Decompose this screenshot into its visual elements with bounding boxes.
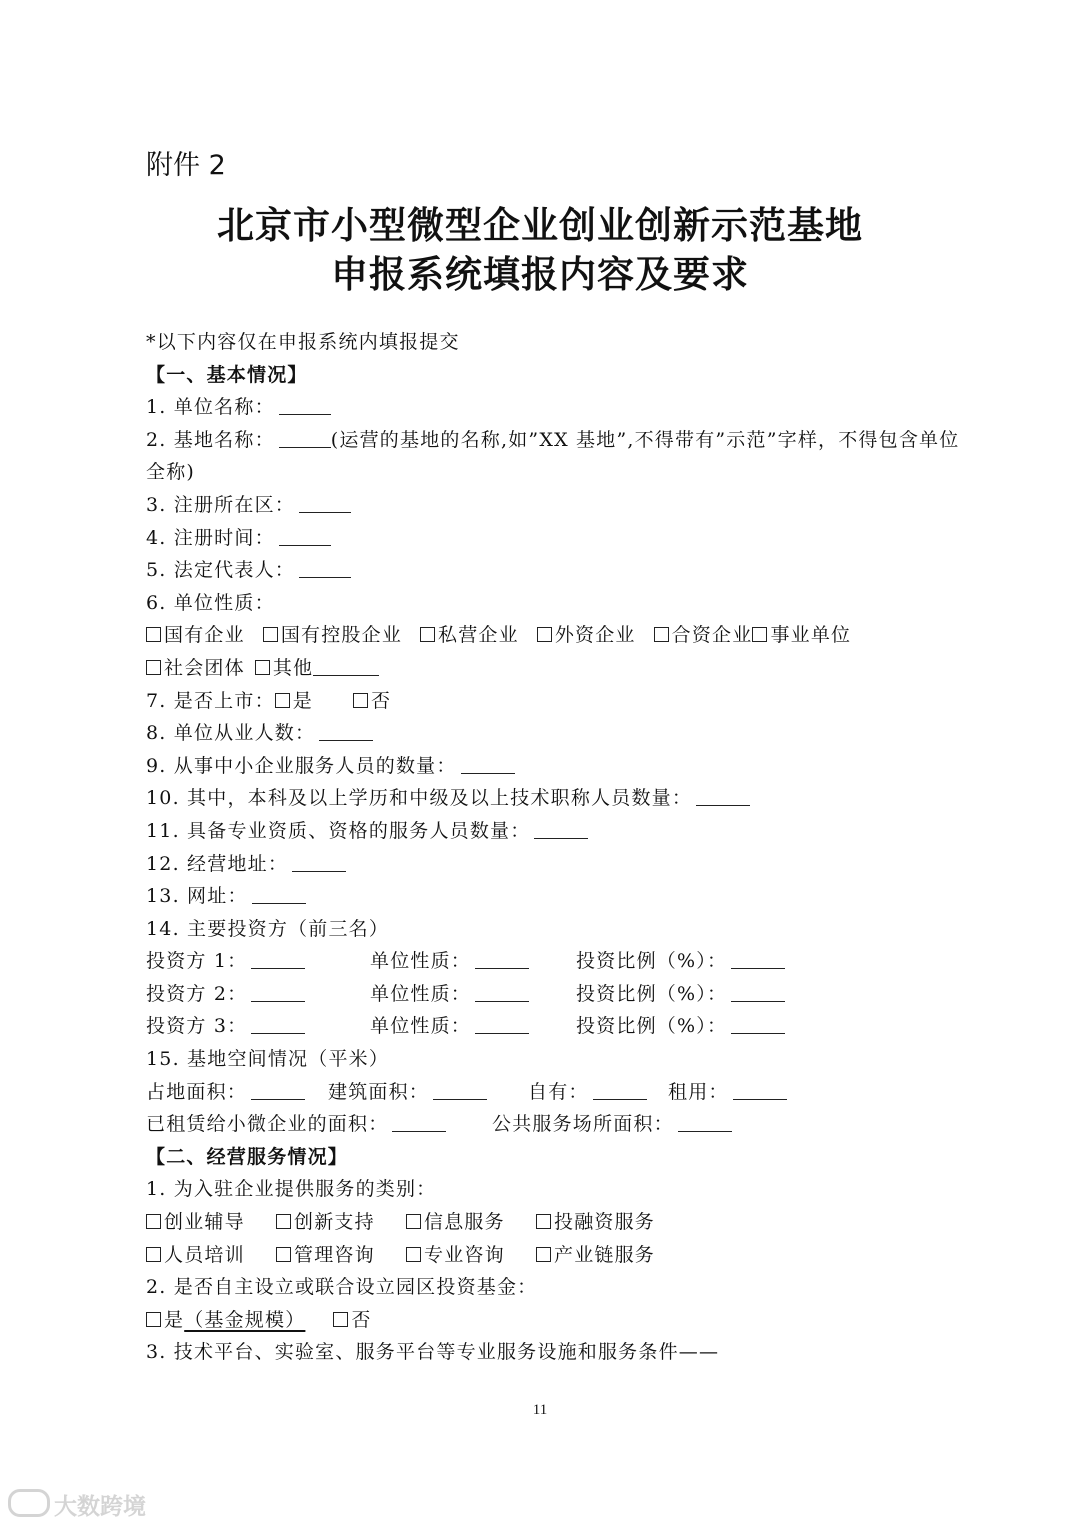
checkbox[interactable]: [255, 660, 270, 675]
item-staff-count: 8. 单位从业人数：: [146, 717, 966, 750]
checkbox[interactable]: [146, 627, 161, 642]
note: *以下内容仅在申报系统内填报提交: [146, 331, 460, 353]
address-blank[interactable]: [292, 853, 346, 872]
investor-blank[interactable]: [251, 983, 305, 1002]
reg-time-blank[interactable]: [279, 527, 331, 546]
checkbox[interactable]: [146, 660, 161, 675]
service-options-row2: [146, 1239, 966, 1272]
item-space: 15. 基地空间情况（平米）: [146, 1048, 390, 1071]
item-website: 13. 网址：: [146, 880, 966, 913]
land-area-blank[interactable]: [251, 1081, 305, 1100]
checkbox[interactable]: [146, 1247, 161, 1262]
investor-ratio-blank[interactable]: [731, 983, 785, 1002]
option-fund-no[interactable]: 否: [333, 1309, 371, 1331]
attachment-label: 附件 2: [146, 150, 226, 181]
option-state-holding[interactable]: 国有控股企业: [263, 624, 402, 646]
item-qualified-staff: 10. 其中，本科及以上学历和中级及以上技术职称人员数量：: [146, 782, 966, 815]
checkbox[interactable]: [406, 1214, 421, 1229]
nature-options-row2: [146, 652, 966, 685]
investor-ratio-blank[interactable]: [731, 950, 785, 969]
checkbox[interactable]: [333, 1312, 348, 1327]
checkbox[interactable]: [275, 693, 290, 708]
checkbox[interactable]: [406, 1247, 421, 1262]
section1-heading: 【一、基本情况】: [146, 363, 308, 386]
document-title-line1: 北京市小型微型企业创业创新示范基地: [217, 204, 863, 247]
option-startup-guidance[interactable]: 创业辅导: [146, 1206, 276, 1239]
legal-rep-blank[interactable]: [299, 559, 351, 578]
checkbox[interactable]: [146, 1214, 161, 1229]
option-social-org[interactable]: 社会团体: [146, 657, 245, 679]
fund-scale-field[interactable]: （基金规模）: [184, 1308, 306, 1331]
option-listed-no[interactable]: 否: [353, 690, 391, 712]
checkbox[interactable]: [537, 627, 552, 642]
checkbox[interactable]: [420, 627, 435, 642]
item-service-staff: 9. 从事中小企业服务人员的数量：: [146, 750, 966, 783]
checkbox[interactable]: [146, 1312, 161, 1327]
checkbox[interactable]: [263, 627, 278, 642]
staff-count-blank[interactable]: [319, 722, 373, 741]
item-reg-district: 3. 注册所在区：: [146, 489, 966, 522]
option-institution[interactable]: 事业单位: [752, 624, 851, 646]
option-private[interactable]: 私营企业: [420, 624, 519, 646]
document-title-line2: 申报系统填报内容及要求: [331, 253, 749, 296]
checkbox[interactable]: [353, 693, 368, 708]
investor-blank[interactable]: [251, 1015, 305, 1034]
item-certified-staff: 11. 具备专业资质、资格的服务人员数量：: [146, 815, 966, 848]
item-unit-name: 1. 单位名称：: [146, 391, 966, 424]
option-info-service[interactable]: 信息服务: [406, 1206, 536, 1239]
watermark-logo: 大数跨境: [8, 1488, 146, 1521]
checkbox[interactable]: [536, 1214, 551, 1229]
space-row2: 已租赁给小微企业的面积： 公共服务场所面积：: [146, 1108, 966, 1141]
item-unit-nature: 6. 单位性质：: [146, 591, 275, 614]
leased-area-blank[interactable]: [392, 1113, 446, 1132]
owned-area-blank[interactable]: [593, 1081, 647, 1100]
item-reg-time: 4. 注册时间：: [146, 522, 966, 555]
option-fund-yes[interactable]: 是（基金规模）: [146, 1309, 319, 1331]
investor-nature-blank[interactable]: [475, 1015, 529, 1034]
item-investment-fund: 2. 是否自主设立或联合设立园区投资基金：: [146, 1276, 538, 1299]
qualified-staff-blank[interactable]: [696, 787, 750, 806]
checkbox[interactable]: [752, 627, 767, 642]
item-address: 12. 经营地址：: [146, 848, 966, 881]
option-joint-venture[interactable]: 合资企业: [654, 624, 753, 646]
logo-icon: [8, 1489, 50, 1517]
option-state-owned[interactable]: 国有企业: [146, 624, 245, 646]
space-row1: 占地面积： 建筑面积： 自有： 租用：: [146, 1076, 966, 1109]
option-training[interactable]: 人员培训: [146, 1239, 276, 1272]
item-service-types: 1. 为入驻企业提供服务的类别：: [146, 1178, 437, 1201]
item-legal-rep: 5. 法定代表人：: [146, 554, 966, 587]
option-management-consulting[interactable]: 管理咨询: [276, 1239, 406, 1272]
page-number: 11: [532, 1402, 548, 1418]
checkbox[interactable]: [276, 1214, 291, 1229]
checkbox[interactable]: [536, 1247, 551, 1262]
investor-nature-blank[interactable]: [475, 983, 529, 1002]
service-options-row1: [146, 1206, 966, 1239]
option-other[interactable]: 其他: [255, 657, 379, 679]
item-facilities: 3. 技术平台、实验室、服务平台等专业服务设施和服务条件——: [146, 1341, 720, 1364]
other-blank[interactable]: [313, 657, 379, 676]
service-staff-blank[interactable]: [461, 755, 515, 774]
investor-row: 投资方 2： 单位性质： 投资比例（%）：: [146, 978, 966, 1011]
base-name-blank[interactable]: [279, 429, 331, 448]
investor-blank[interactable]: [251, 950, 305, 969]
nature-options-row1: [146, 619, 966, 652]
option-listed-yes[interactable]: 是: [275, 690, 313, 712]
checkbox[interactable]: [654, 627, 669, 642]
item-listed: 7. 是否上市： 是 否: [146, 689, 392, 712]
form-content: [146, 326, 966, 1369]
option-professional-consulting[interactable]: 专业咨询: [406, 1239, 536, 1272]
reg-district-blank[interactable]: [299, 494, 351, 513]
section2-heading: 【二、经营服务情况】: [146, 1145, 349, 1168]
investor-row: 投资方 1： 单位性质： 投资比例（%）：: [146, 945, 966, 978]
unit-name-blank[interactable]: [279, 396, 331, 415]
item-base-name: 2. 基地名称： (运营的基地的名称,如”XX 基地”,不得带有”示范”字样，不得包含单位全称): [146, 428, 960, 484]
investor-nature-blank[interactable]: [475, 950, 529, 969]
investor-ratio-blank[interactable]: [731, 1015, 785, 1034]
fund-options: [146, 1304, 966, 1337]
checkbox[interactable]: [276, 1247, 291, 1262]
public-area-blank[interactable]: [678, 1113, 732, 1132]
certified-staff-blank[interactable]: [534, 820, 588, 839]
option-financing-service[interactable]: 投融资服务: [536, 1206, 655, 1239]
building-area-blank[interactable]: [433, 1081, 487, 1100]
website-blank[interactable]: [252, 885, 306, 904]
option-industry-chain[interactable]: 产业链服务: [536, 1239, 655, 1272]
option-innovation-support[interactable]: 创新支持: [276, 1206, 406, 1239]
investor-row: 投资方 3： 单位性质： 投资比例（%）：: [146, 1010, 966, 1043]
option-foreign[interactable]: 外资企业: [537, 624, 636, 646]
item-investors: 14. 主要投资方（前三名）: [146, 917, 390, 940]
rented-area-blank[interactable]: [733, 1081, 787, 1100]
